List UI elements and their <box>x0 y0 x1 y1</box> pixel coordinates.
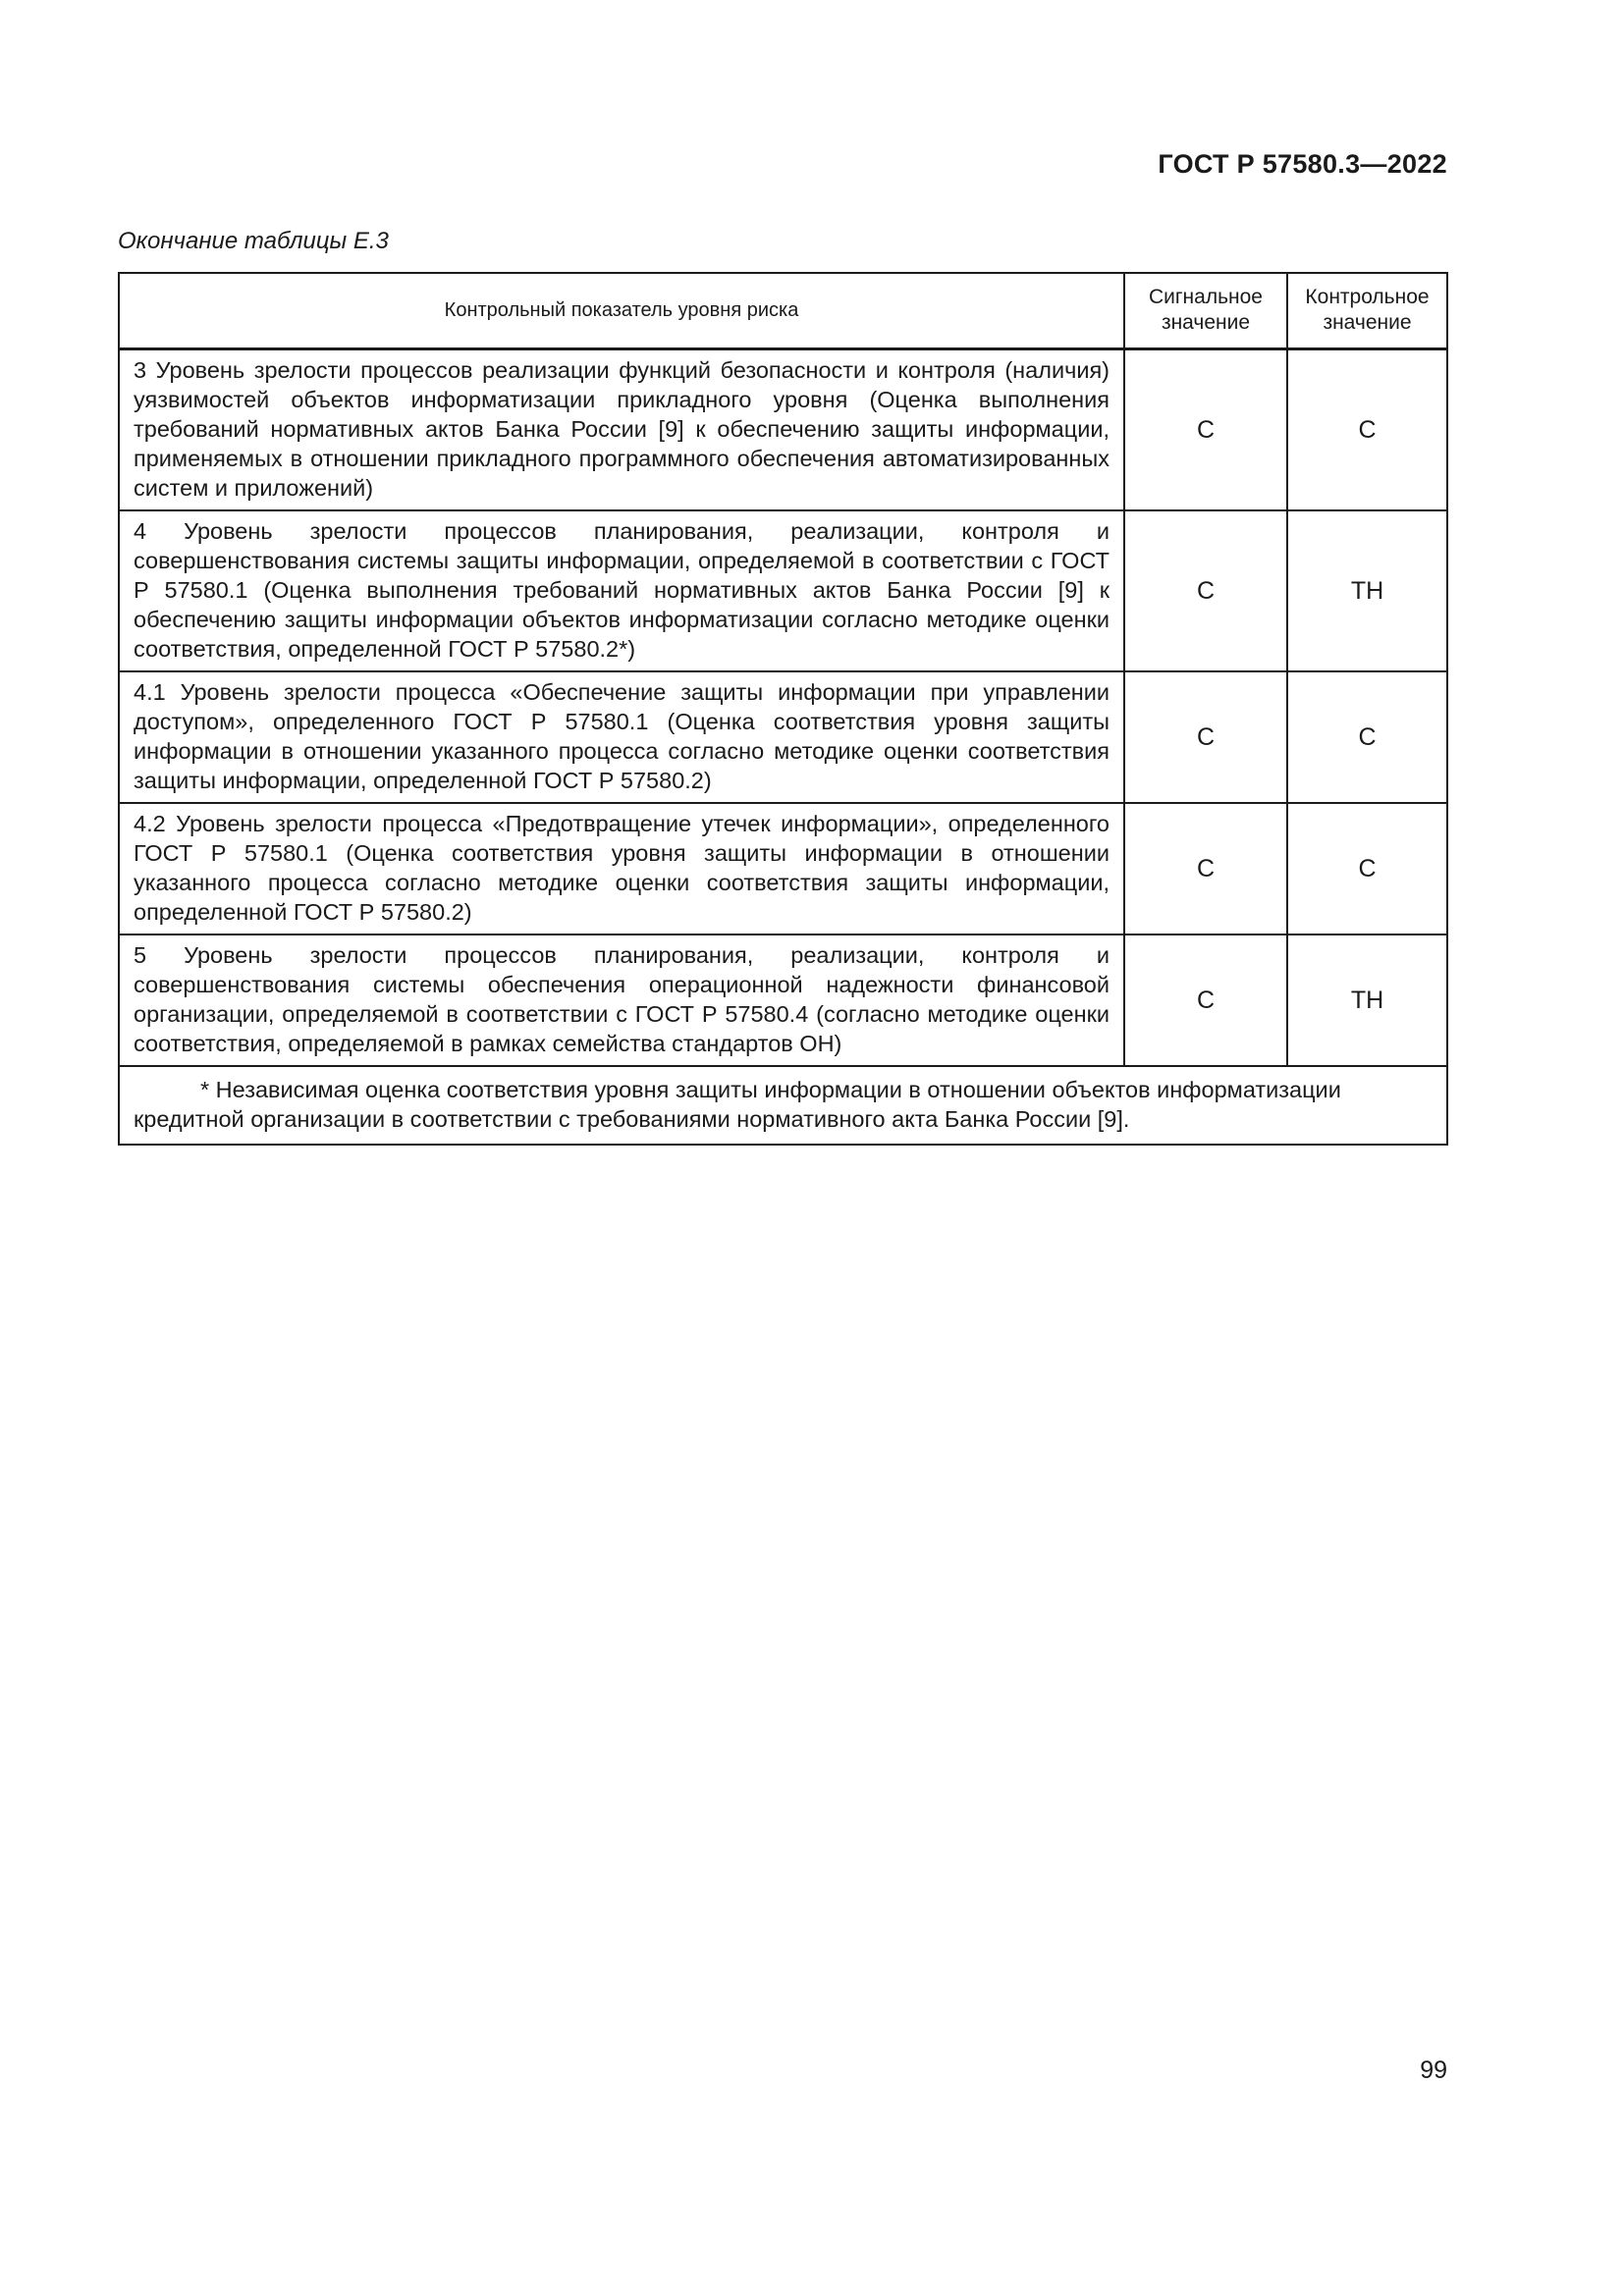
page-number: 99 <box>1420 2056 1447 2084</box>
signal-value: С <box>1124 803 1287 934</box>
footnote-line-2: кредитной организации в соответствии с требованиями нормативного акта Банка России [9]. <box>134 1106 1130 1132</box>
indicator-description: 4 Уровень зрелости процессов планирования, реализации, контроля и совершенствования системы защиты информации, определяемой в соответствии с ГОСТ Р 57580.1 (Оценка выполнения требований нормативных актов Банка России [9] к обеспечению защиты информации объектов информатизации согласно методике оценки соответствия, определенной ГОСТ Р 57580.2*) <box>119 510 1124 671</box>
signal-value: С <box>1124 934 1287 1066</box>
indicator-description: 4.2 Уровень зрелости процесса «Предотвращение утечек информации», определенного ГОСТ Р 57580.1 (Оценка соответствия уровня защиты информации в отношении указанного процесса согласно методике оценки соответствия защиты информации, определенной ГОСТ Р 57580.2) <box>119 803 1124 934</box>
table-caption: Окончание таблицы Е.3 <box>118 228 389 254</box>
table-row <box>119 510 1447 671</box>
table-footnote <box>119 1066 1447 1145</box>
table-row <box>119 349 1447 511</box>
control-value: С <box>1287 671 1447 803</box>
signal-value: С <box>1124 349 1287 511</box>
table-row <box>119 934 1447 1066</box>
signal-value: С <box>1124 510 1287 671</box>
table-row <box>119 671 1447 803</box>
column-header-indicator: Контрольный показатель уровня риска <box>119 273 1124 349</box>
risk-indicator-table <box>118 272 1448 1146</box>
table-header <box>119 273 1447 349</box>
indicator-description: 3 Уровень зрелости процессов реализации функций безопасности и контроля (наличия) уязвимостей объектов информатизации прикладного уровня (Оценка выполнения требований нормативных актов Банка России [9] к обеспечению защиты информации, применяемых в отношении прикладного программного обеспечения автоматизированных систем и приложений) <box>119 349 1124 511</box>
risk-indicator-table-container <box>118 272 1446 1146</box>
table-row <box>119 803 1447 934</box>
column-header-control-value: Контрольное значение <box>1287 273 1447 349</box>
control-value: ТН <box>1287 934 1447 1066</box>
standard-header: ГОСТ Р 57580.3—2022 <box>1158 149 1447 179</box>
table-body <box>119 349 1447 1146</box>
control-value: С <box>1287 803 1447 934</box>
column-header-signal-value: Сигнальное значение <box>1124 273 1287 349</box>
control-value: С <box>1287 349 1447 511</box>
table-footnote-row <box>119 1066 1447 1145</box>
indicator-description: 5 Уровень зрелости процессов планирования, реализации, контроля и совершенствования системы обеспечения операционной надежности финансовой организации, определяемой в соответствии с ГОСТ Р 57580.4 (согласно методике оценки соответствия, определяемой в рамках семейства стандартов ОН) <box>119 934 1124 1066</box>
control-value: ТН <box>1287 510 1447 671</box>
indicator-description: 4.1 Уровень зрелости процесса «Обеспечение защиты информации при управлении доступом», определенного ГОСТ Р 57580.1 (Оценка соответствия уровня защиты информации в отношении указанного процесса согласно методике оценки соответствия защиты информации, определенной ГОСТ Р 57580.2) <box>119 671 1124 803</box>
table-header-row <box>119 273 1447 349</box>
footnote-line-1: * Независимая оценка соответствия уровня защиты информации в отношении объектов информатизации <box>200 1077 1341 1102</box>
signal-value: С <box>1124 671 1287 803</box>
